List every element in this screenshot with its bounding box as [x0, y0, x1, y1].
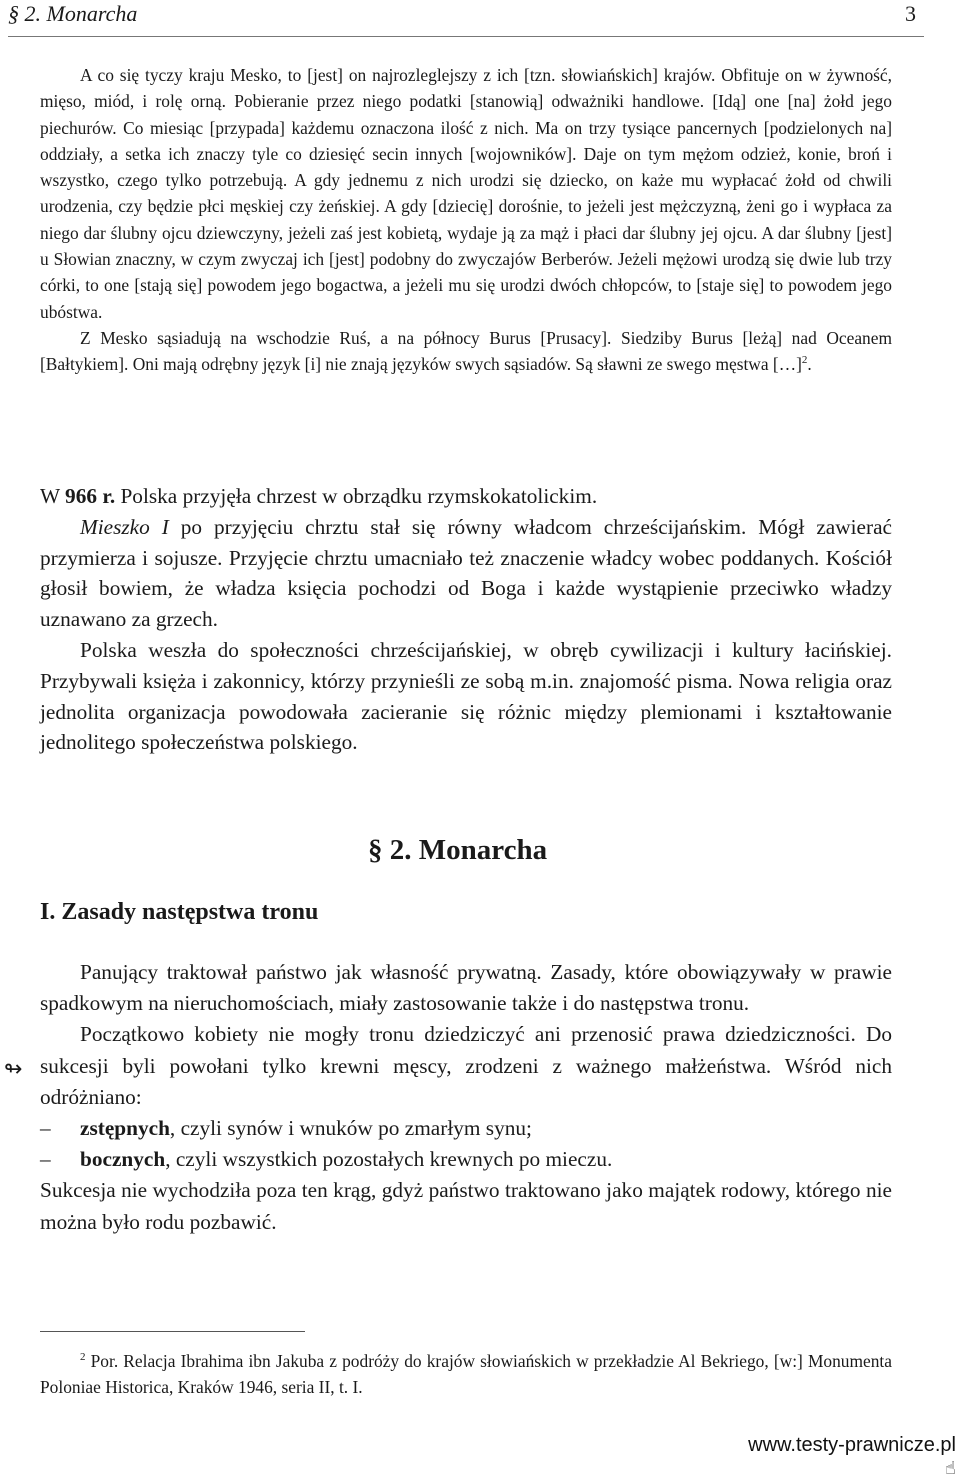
running-header: [8, 0, 924, 37]
list-item-text: [80, 1113, 532, 1144]
paragraph: [40, 512, 892, 635]
quote-paragraph-text: Z Mesko sąsiadują na wschodzie Ruś, a na północy Burus [Prusacy]. Siedziby Burus [leżą] nad Oceanem [Bałtykiem]. Oni mają odrębny język [i] nie znają języków swych sąsiadów. Są sławni ze swego męstwa […]: [40, 327, 892, 375]
list-item: [40, 1144, 892, 1175]
quote-paragraph: A co się tyczy kraju Mesko, to [jest] on najrozleglejszy z ich [tzn. słowiańskich] krajów. Obfituje on w żywność, mięso, miód, i rolę orną. Pobieranie przez niego podatki [stanowią] odważniki handlowe. [Idą] one [na] żołd jego piechurów. Co miesiąc [przypada] każdemu oznaczona ilość z nich. Ma on trzy tysiące pancernych [podzielonych na] oddziały, a setka ich znaczy tyle co dziesięć secin innych [wojowników]. Daje on tym mężom odzież, konie, broń i wszystko, czego tylko potrzebują. A gdy jednemu z nich urodzi się dziecko, on każe mu wypłacać żołd od chwili urodzenia, czy będzie płci męskiej czy żeńskiej. A gdy [dziecię] dorośnie, to jeżeli jest mężczyzną, żeni go i wypłaca za niego dar ślubny ojcu dziewczyny, jeżeli zaś jest kobietą, wydaje ją za mąż i płaci dar ślubny jej ojcu. A dar ślubny [jest] u Słowian znaczny, w czym zwyczaj ich [jest] podobny do zwyczajów Berberów. Jeżeli mężowi urodzą się dwie lub trzy córki, to one [stają się] powodem jego bogactwa, a jeżeli mu się urodzi dwóch chłopców, to [staje się] to powodem jego ubóstwa.: [40, 65, 892, 322]
text-span: po przyjęciu chrztu stał się równy władcom chrześcijańskim. Mógł zawierać przymierza i sojusze. Przyjęcie chrztu umacniało też znaczenie władcy wobec poddanych. Kościół głosił bowiem, że władza księcia pochodzi od Boga i każde wystąpienie przeciwko władzy uznawano za grzech.: [40, 514, 893, 632]
dash-list: [40, 1113, 892, 1175]
list-rest: , czyli wszystkich pozostałych krewnych po mieczu.: [165, 1147, 613, 1172]
list-dash: –: [40, 1147, 51, 1172]
margin-arrow-icon: ↬: [4, 1057, 23, 1082]
bold-year: 966 r.: [65, 484, 116, 508]
website-link[interactable]: www.testy-prawnicze.pl: [748, 1434, 956, 1456]
hand-cursor-icon: ☝: [945, 1458, 956, 1479]
footnote-text: Por. Relacja Ibrahima ibn Jakuba z podróży do krajów słowiańskich w przekładzie Al Bekriego, [w:] Monumenta Poloniae Historica, Kraków 1946, seria II, t. I.: [40, 1350, 892, 1397]
section-text: [40, 957, 892, 1238]
footnote-number: 2: [80, 1351, 86, 1363]
quoted-source-text: [40, 62, 892, 378]
italic-name: Mieszko I: [80, 514, 169, 539]
list-term: zstępnych: [80, 1116, 170, 1141]
list-rest: , czyli synów i wnuków po zmarłym synu;: [169, 1116, 532, 1141]
list-dash: –: [40, 1116, 51, 1141]
quote-paragraph: [40, 325, 892, 378]
footnote: [40, 1344, 892, 1400]
list-item-text: [80, 1144, 612, 1175]
main-text: [40, 481, 892, 758]
page-number: 3: [905, 1, 916, 26]
quote-end: .: [807, 354, 812, 375]
paragraph: Początkowo kobiety nie mogły tronu dziedziczyć ani przenosić prawa dziedziczności. Do sukcesji byli powołani tylko krewni męscy, zrodzeni z ważnego małżeństwa. Wśród nich odróżniano:: [40, 1022, 892, 1109]
paragraph: Panujący traktował państwo jak własność prywatną. Zasady, które obowiązywały w prawie spadkowym na nieruchomościach, miały zastosowanie także i do następstwa tronu.: [40, 960, 892, 1016]
section-heading: § 2. Monarcha: [368, 834, 548, 866]
list-term: bocznych: [80, 1147, 166, 1172]
paragraph: [40, 481, 892, 512]
footnote-reference[interactable]: 2: [801, 354, 808, 367]
list-item: [40, 1113, 892, 1144]
paragraph: Polska weszła do społeczności chrześcijańskiej, w obręb cywilizacji i kultury łacińskiej. Przybywali księża i zakonnicy, którzy przynieśli ze sobą m.in. znajomość pisma. Nowa religia oraz jednolita organizacja powodowała zacieranie się różnic między plemionami i kształtowanie jednolitego społeczeństwa polskiego.: [40, 637, 892, 755]
text-span: Polska przyjęła chrzest w obrządku rzymskokatolickim.: [115, 484, 598, 508]
text-span: W: [40, 484, 66, 508]
footnote-paragraph: [40, 1344, 892, 1400]
subsection-heading: I. Zasady następstwa tronu: [40, 899, 319, 925]
paragraph: Sukcesja nie wychodziła poza ten krąg, gdyż państwo traktowano jako majątek rodowy, którego nie można było rodu pozbawić.: [40, 1178, 892, 1234]
header-section-title: § 2. Monarcha: [8, 1, 138, 26]
footnote-divider: [40, 1331, 305, 1332]
